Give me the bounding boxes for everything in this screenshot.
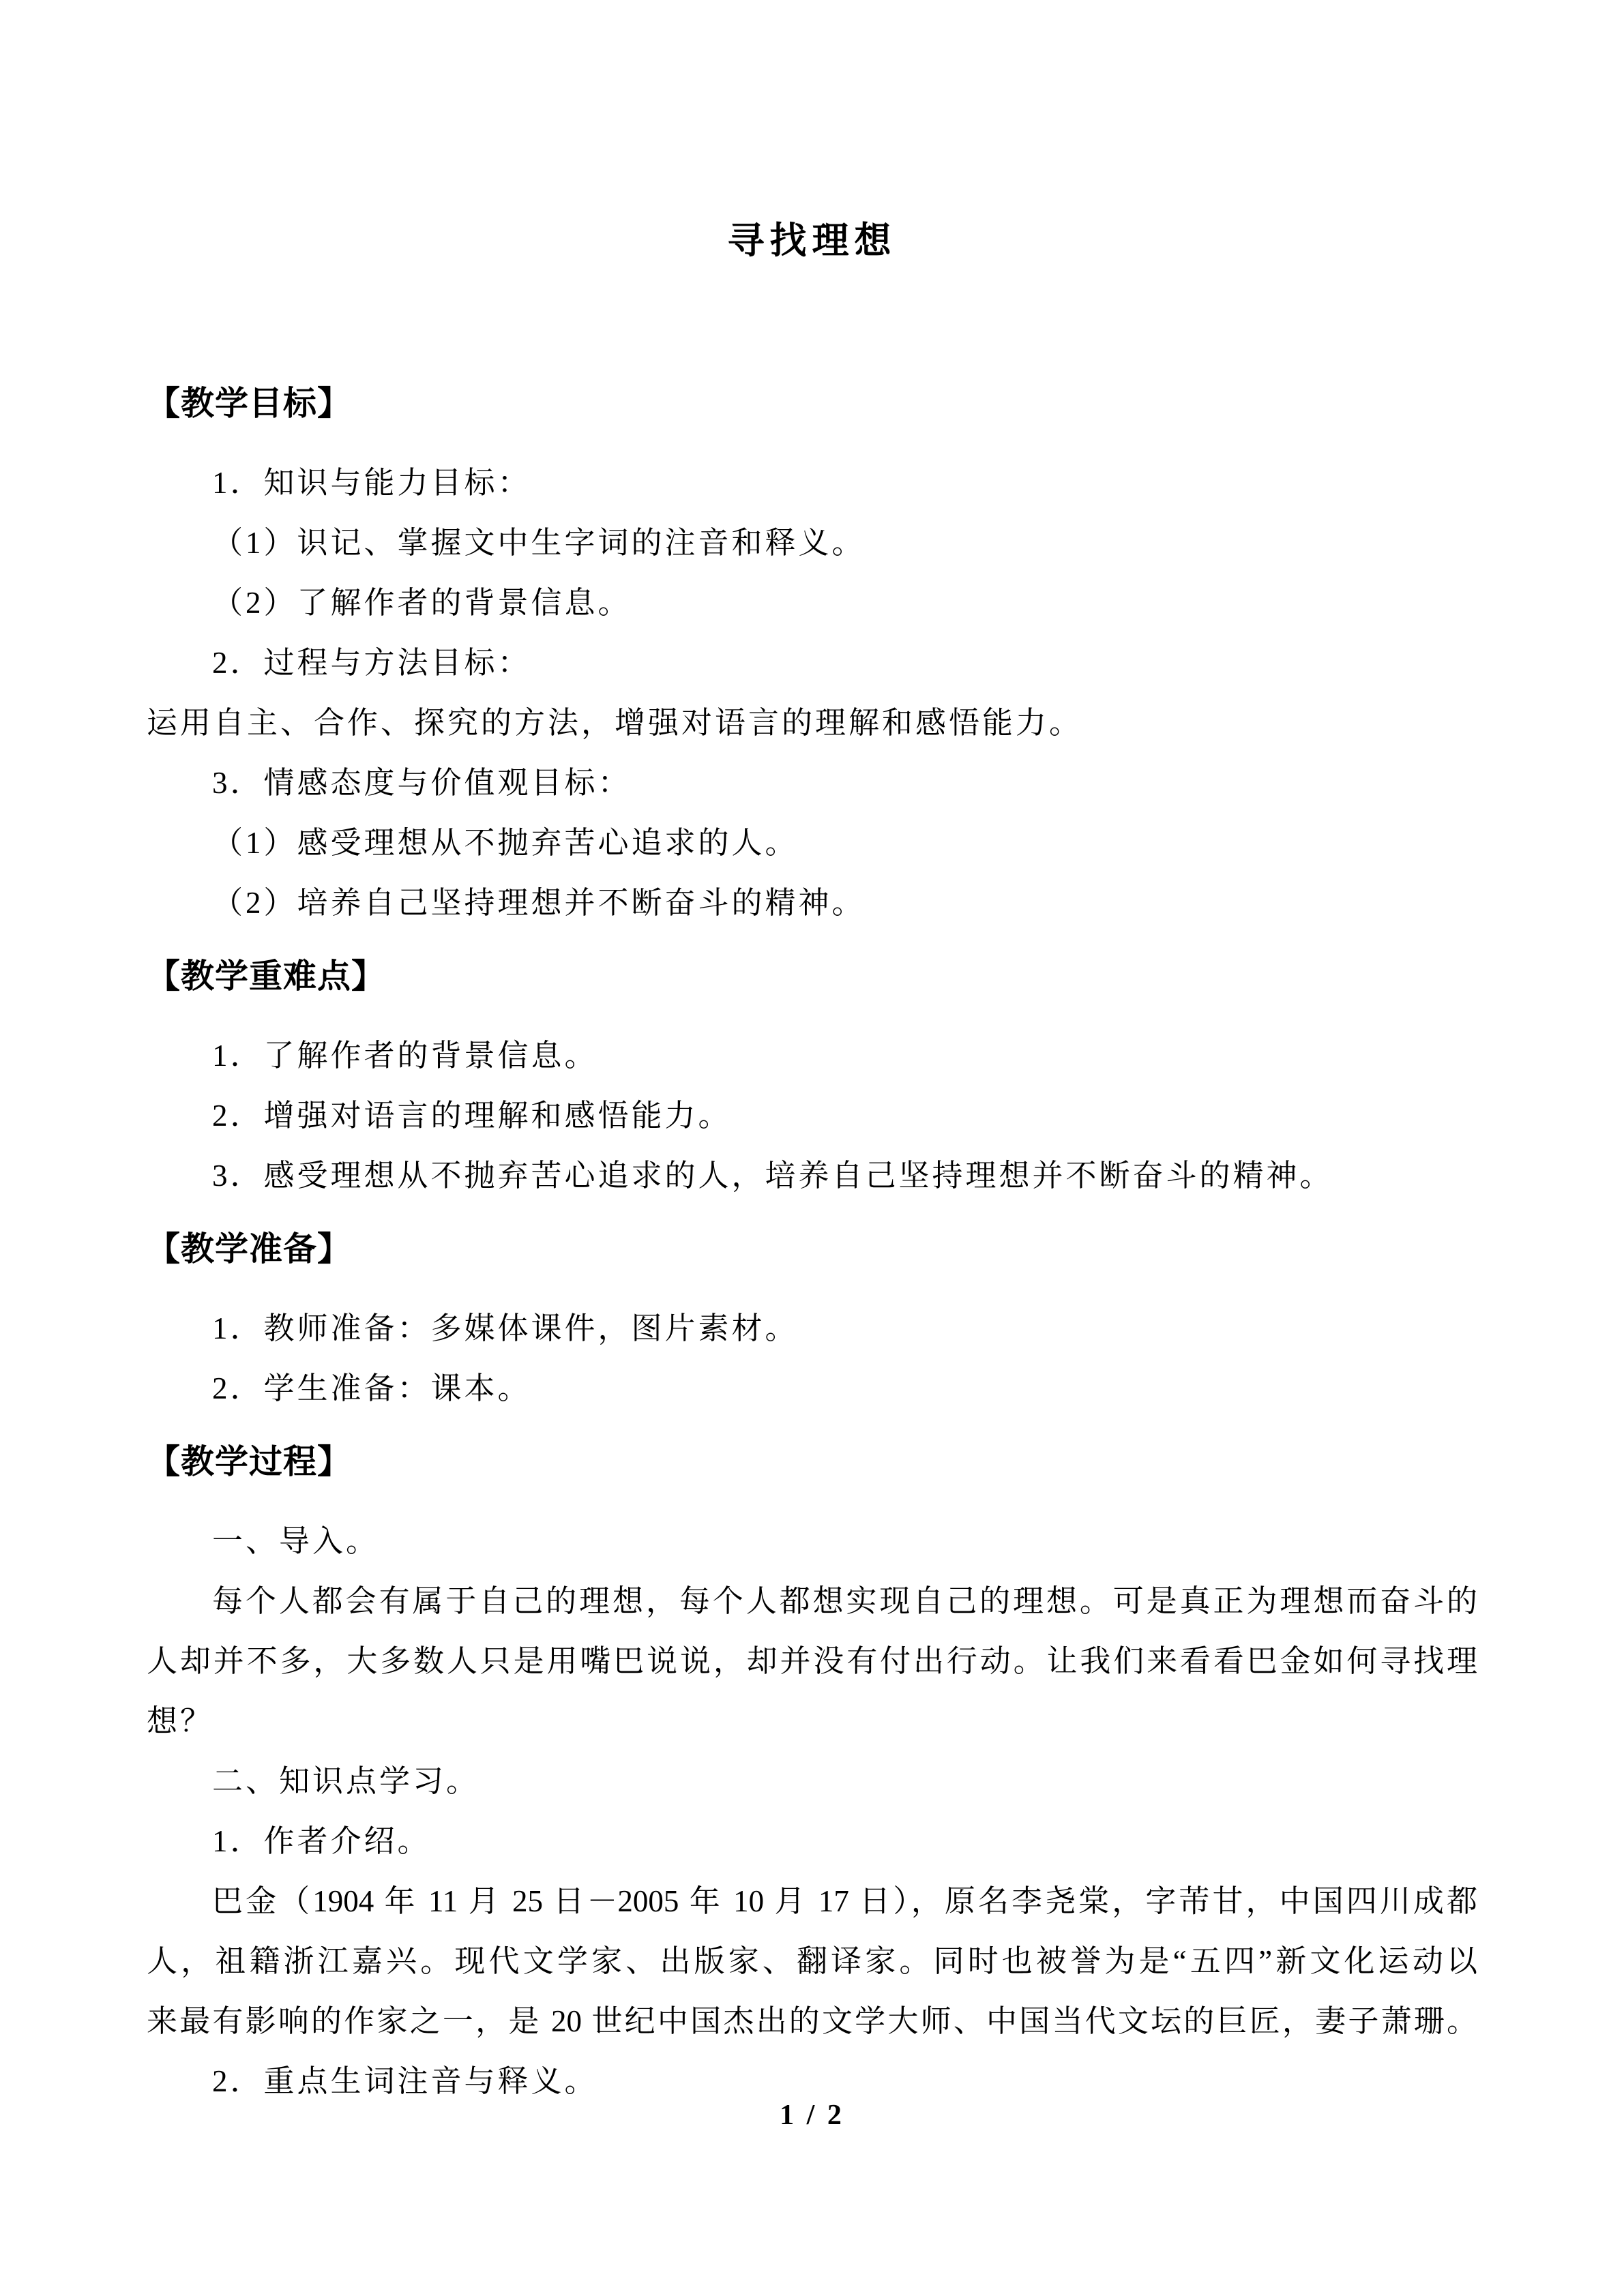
- text-line: （2）了解作者的背景信息。: [212, 586, 632, 620]
- text-line: 1．作者介绍。: [212, 1824, 431, 1858]
- text-line: 每个人都会有属于自己的理想，每个人都想实现自己的理想。可是真正为理想而奋斗的: [212, 1584, 1477, 1618]
- text-line: 一、导入。: [212, 1524, 380, 1558]
- document-title: 寻找理想: [727, 220, 897, 261]
- section-heading: 【教学目标】: [147, 385, 352, 422]
- text-line: 2．过程与方法目标：: [212, 646, 531, 680]
- section-heading: 【教学重难点】: [147, 957, 386, 995]
- text-line: （1）感受理想从不抛弃苦心追求的人。: [212, 826, 799, 860]
- section-heading: 【教学准备】: [147, 1230, 352, 1268]
- text-line: 运用自主、合作、探究的方法，增强对语言的理解和感悟能力。: [147, 706, 1083, 740]
- text-line: 2．增强对语言的理解和感悟能力。: [212, 1099, 732, 1133]
- text-line: 人却并不多，大多数人只是用嘴巴说说，却并没有付出行动。让我们来看看巴金如何寻找理: [147, 1644, 1477, 1678]
- document-section: [147, 1429, 1477, 2111]
- text-line: 人，祖籍浙江嘉兴。现代文学家、出版家、翻译家。同时也被誉为是“五四”新文化运动以: [147, 1944, 1477, 1978]
- section-heading: 【教学过程】: [147, 1443, 352, 1480]
- text-line: 二、知识点学习。: [212, 1764, 480, 1798]
- document-section: [147, 371, 1477, 933]
- document-section: [147, 944, 1477, 1206]
- text-line: 1．教师准备：多媒体课件，图片素材。: [212, 1311, 799, 1345]
- text-line: 2．重点生词注音与释义。: [212, 2064, 598, 2098]
- text-line: （1）识记、掌握文中生字词的注音和释义。: [212, 526, 866, 560]
- page-number: 1 / 2: [780, 2100, 844, 2131]
- text-line: 想？: [147, 1704, 214, 1738]
- text-line: 巴金（1904 年 11 月 25 日－2005 年 10 月 17 日），原名李尧棠，字芾甘，中国四川成都: [212, 1884, 1477, 1918]
- document-section: [147, 1217, 1477, 1418]
- text-line: 1．知识与能力目标：: [212, 466, 531, 500]
- text-line: 3．感受理想从不抛弃苦心追求的人，培养自己坚持理想并不断奋斗的精神。: [212, 1159, 1333, 1193]
- text-line: （2）培养自己坚持理想并不断奋斗的精神。: [212, 886, 866, 920]
- document-sections: [147, 371, 1477, 2111]
- text-line: 2．学生准备：课本。: [212, 1371, 531, 1405]
- text-line: 3．情感态度与价值观目标：: [212, 766, 632, 800]
- text-line: 1．了解作者的背景信息。: [212, 1039, 598, 1073]
- text-line: 来最有影响的作家之一，是 20 世纪中国杰出的文学大师、中国当代文坛的巨匠，妻子萧珊。: [147, 2004, 1477, 2038]
